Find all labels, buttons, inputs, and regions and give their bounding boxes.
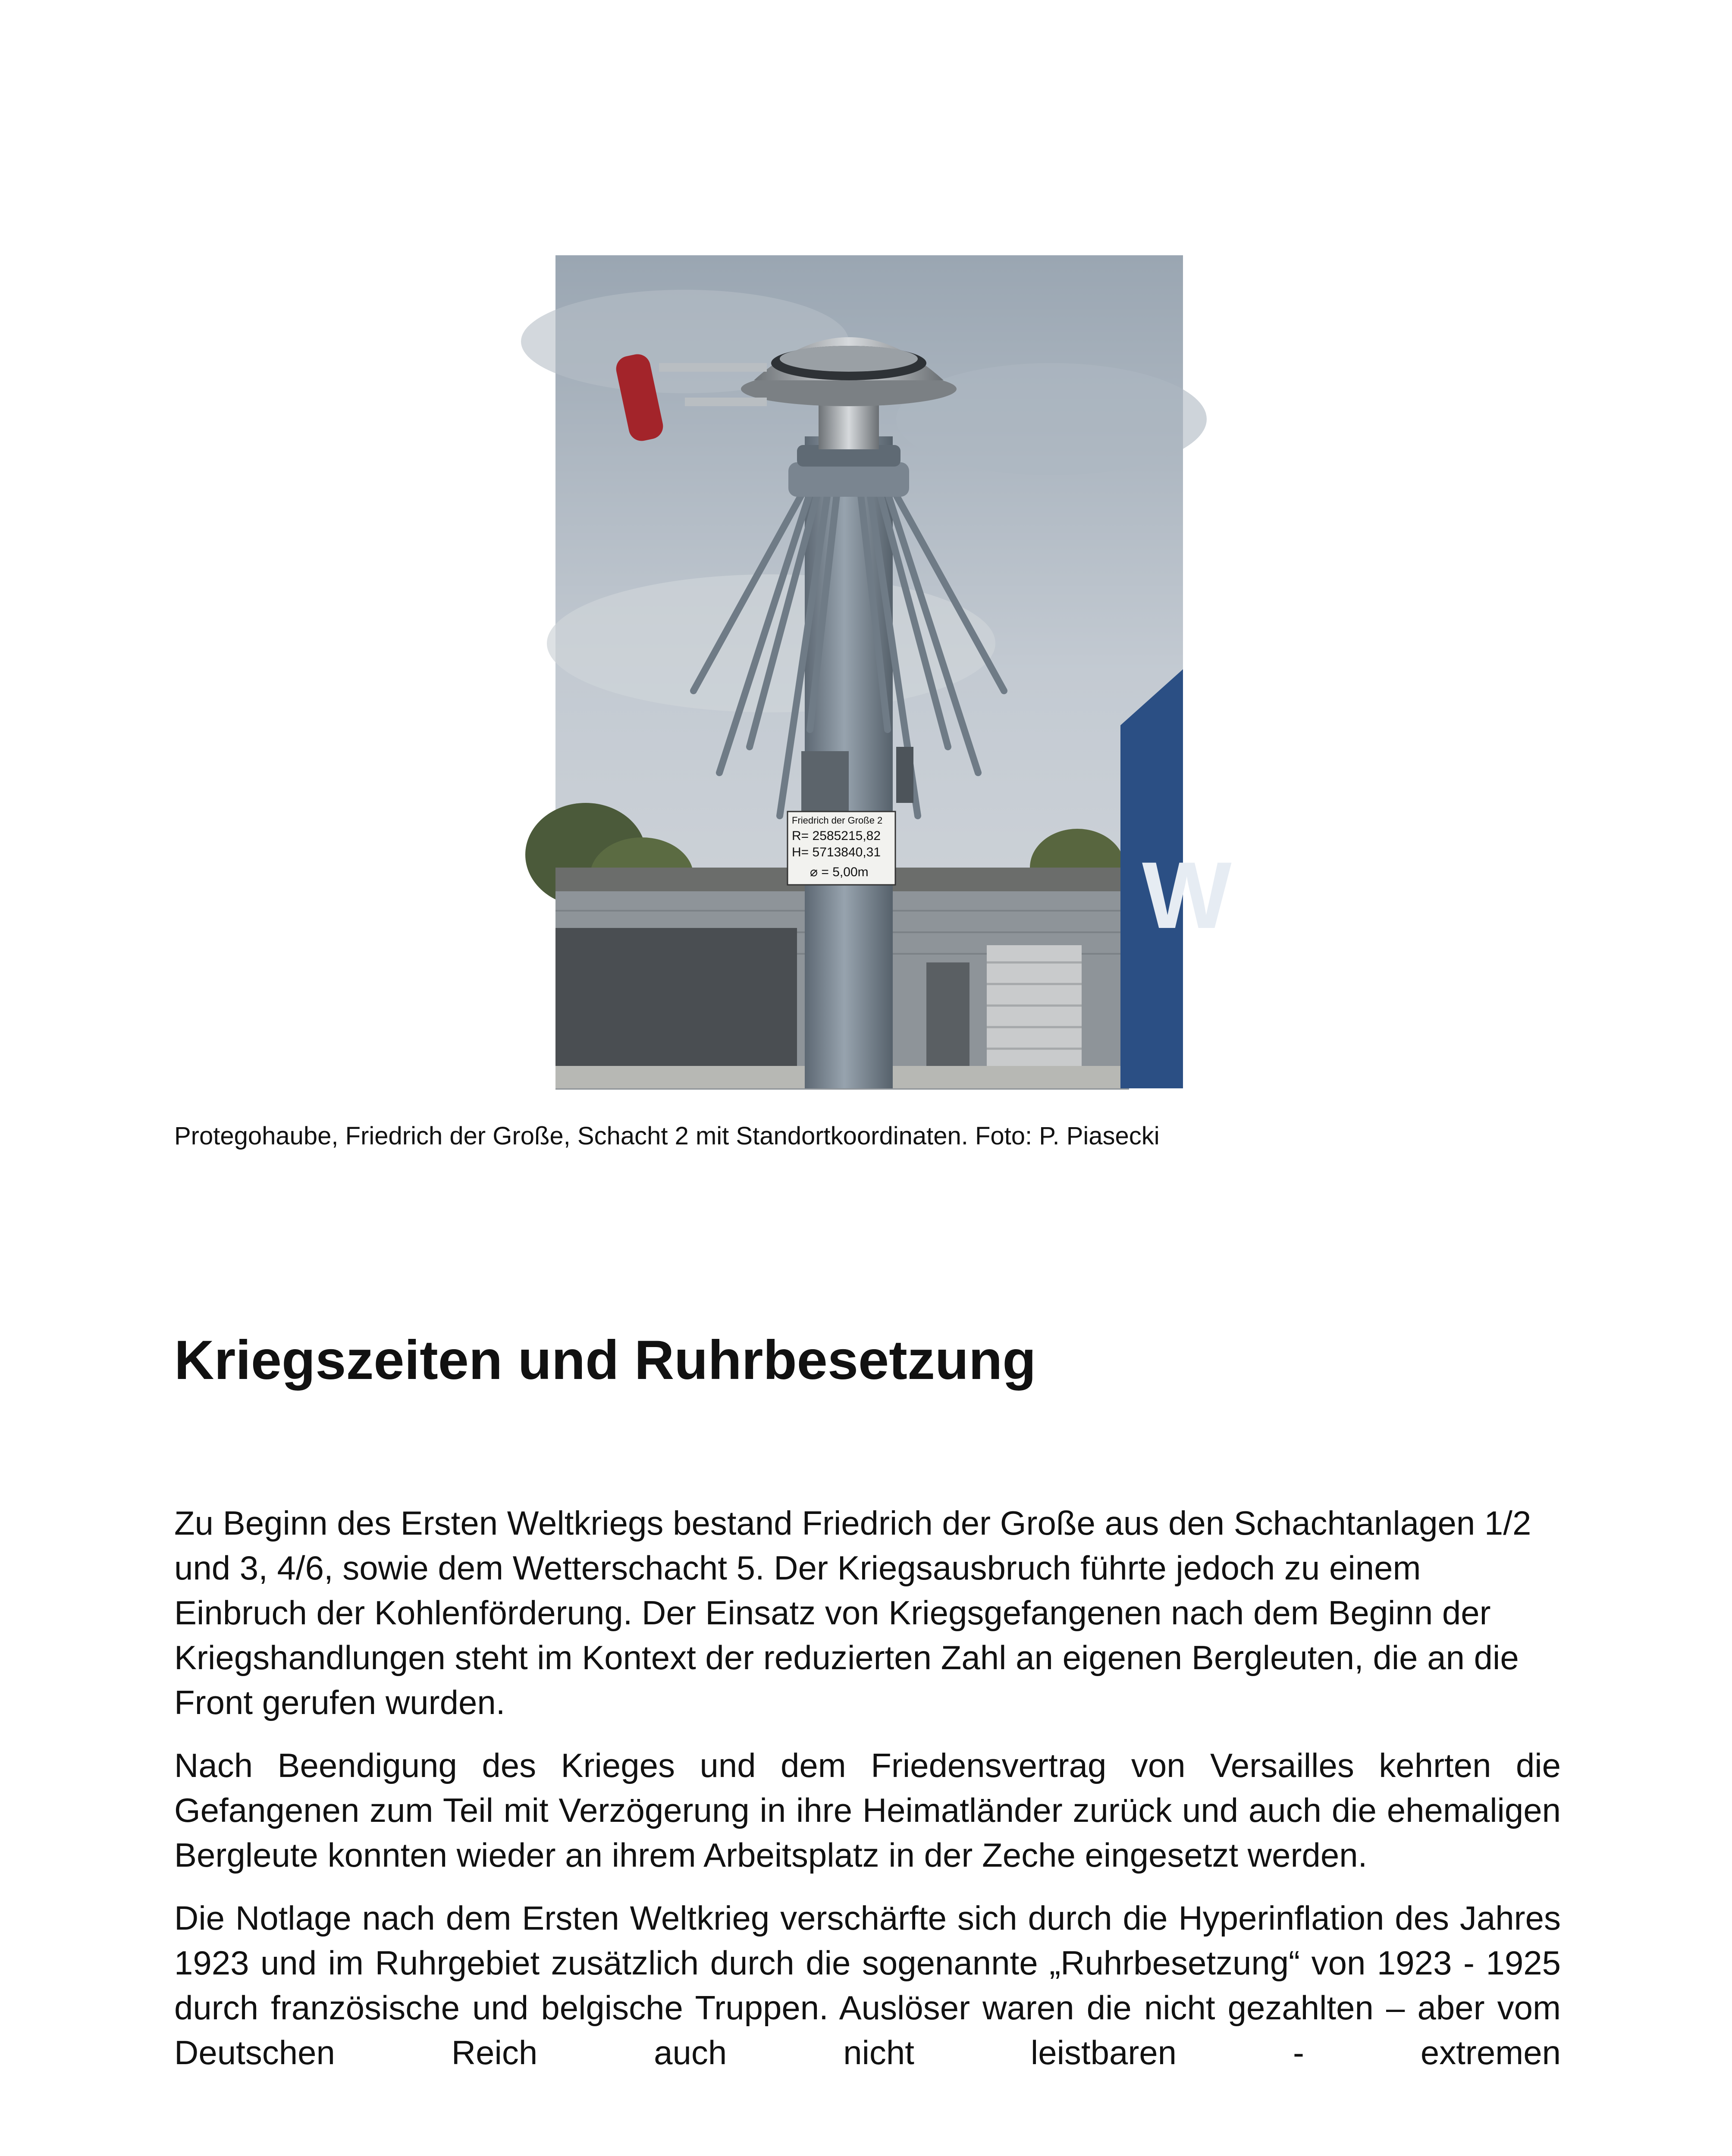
figure-caption: Protegohaube, Friedrich der Große, Schacht 2 mit Standortkoordinaten. Foto: P. Piasecki — [174, 1122, 1160, 1150]
svg-text:W: W — [1142, 842, 1232, 948]
collar — [788, 462, 909, 497]
sign-line-3: H= 5713840,31 — [792, 845, 881, 859]
sign-line-2: R= 2585215,82 — [792, 829, 881, 843]
sign-line-1: Friedrich der Große 2 — [792, 815, 883, 826]
coordinate-sign — [788, 812, 895, 885]
sign-line-4: ⌀ = 5,00m — [810, 865, 869, 879]
body-text — [174, 1501, 1561, 2093]
photo-illustration — [555, 255, 1232, 1088]
paragraph-3: Die Notlage nach dem Ersten Weltkrieg verschärfte sich durch die Hyperinflation des Jahres 1923 und im Ruhrgebiet zusätzlich durch die sogenannte „Ruhrbesetzung“ von 1923 - 1925 durch französische und belgische Truppen. Auslöser waren die nicht gezahlten – aber vom Deutschen Reich auch nicht leistbaren - extremen — [174, 1899, 1561, 2071]
paragraph-1: Zu Beginn des Ersten Weltkriegs bestand Friedrich der Große aus den Schachtanlagen 1/2 und 3, 4/6, sowie dem Wetterschacht 5. Der Kriegsausbruch führte jedoch zu einem Einbruch der Kohlenförderung. Der Einsatz von Kriegsgefangenen nach dem Beginn der Kriegshandlungen steht im Kontext der reduzierten Zahl an eigenen Bergleuten, die an die Front gerufen wurden. — [174, 1504, 1531, 1721]
paragraph-2: Nach Beendigung des Krieges und dem Friedensvertrag von Versailles kehrten die Gefangenen zum Teil mit Verzögerung in ihre Heimatländer zurück und auch die ehemaligen Bergleute konnten wieder an ihrem Arbeitsplatz in der Zeche eingesetzt werden. — [174, 1746, 1561, 1874]
section-heading: Kriegszeiten und Ruhrbesetzung — [174, 1329, 1036, 1391]
protego-hood-photo — [555, 255, 1232, 1088]
truck — [1120, 669, 1232, 1088]
